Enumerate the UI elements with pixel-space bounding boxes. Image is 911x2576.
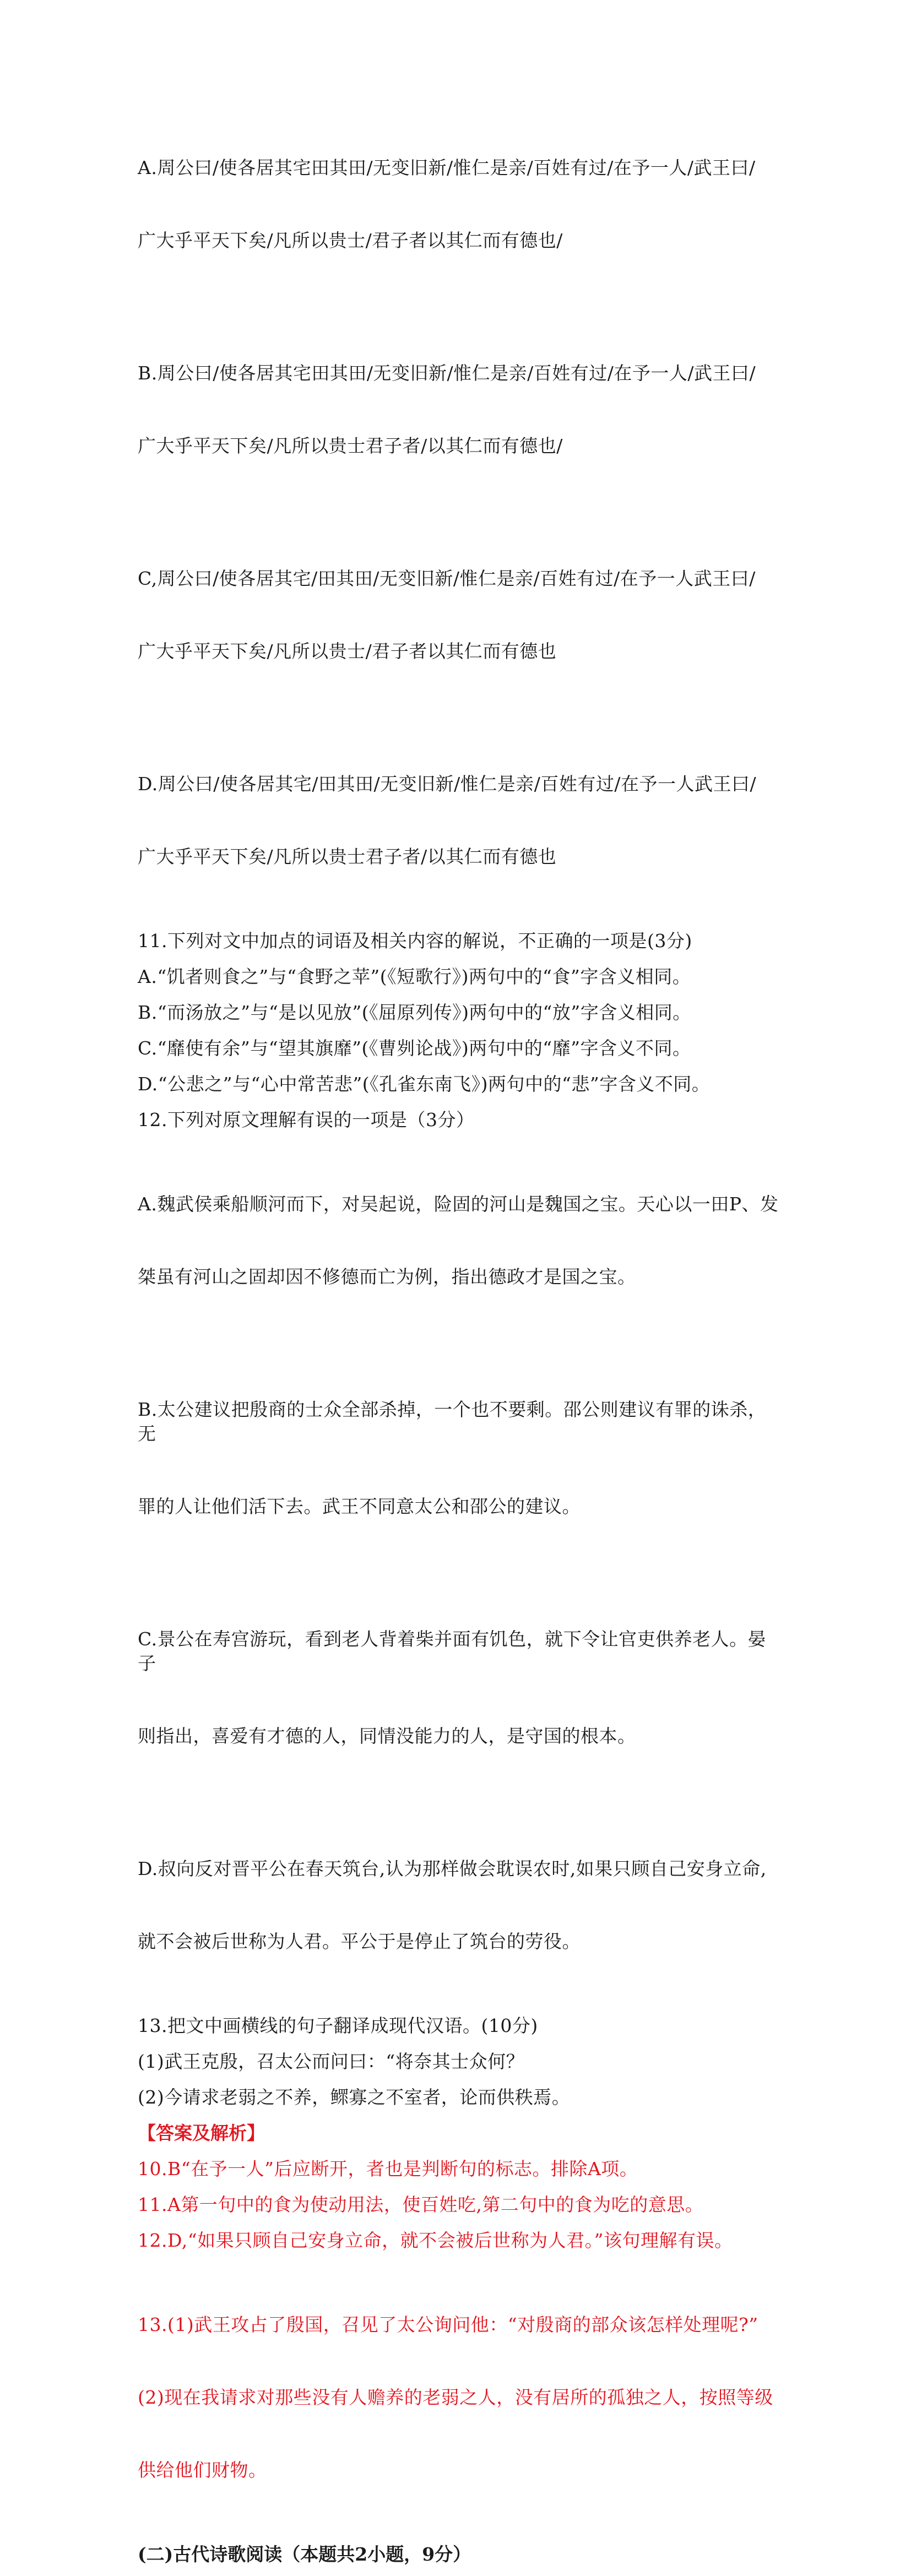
q12-option-a-line-2: 桀虽有河山之固却因不修德而亡为例，指出德政才是国之宝。: [138, 1266, 636, 1287]
answer-13-line-3: 供给他们财物。: [138, 2459, 267, 2481]
q12-stem: 12.下列对原文理解有误的一项是（3分）: [138, 1109, 475, 1131]
q12-option-a-line-1: A.魏武侯乘船顺河而下，对吴起说，险固的河山是魏国之宝。天心以一田P、发: [138, 1193, 779, 1215]
answer-10: 10.B“在予一人”后应断开，者也是判断句的标志。排除A项。: [138, 2158, 638, 2180]
q11-option-d: D.“公悲之”与“心中常苦悲”(《孔雀东南飞》)两句中的“悲”字含义不同。: [138, 1073, 711, 1095]
q10-option-b: [138, 313, 782, 507]
q13-stem: 13.把文中画横线的句子翻译成现代汉语。(10分): [138, 2015, 538, 2036]
q12-option-c-line-1: C.景公在寿宫游玩，看到老人背着柴并面有饥色，就下令让官吏供养老人。晏子: [138, 1628, 767, 1674]
q10-option-a: [138, 107, 782, 301]
q12-option-d-line-2: 就不会被后世称为人君。平公于是停止了筑台的劳役。: [138, 1931, 581, 1952]
q10-option-a-line-1: A.周公曰/使各居其宅田其田/无变旧新/惟仁是亲/百姓有过/在予一人/武王曰/: [138, 157, 756, 178]
answer-11: 11.A第一句中的食为使动用法，使百姓吃,第二句中的食为吃的意思。: [138, 2194, 704, 2215]
q12-option-c-line-2: 则指出，喜爱有才德的人，同情没能力的人，是守国的根本。: [138, 1725, 636, 1747]
answer-12: 12.D,“如果只顾自己安身立命，就不会被后世称为人君。”该句理解有误。: [138, 2230, 733, 2251]
q10-option-d: [138, 724, 782, 917]
answers-heading: 【答案及解析】: [138, 2122, 265, 2144]
answer-13-line-1: 13.(1)武王攻占了殷国，召见了太公询问他：“对殷商的部众该怎样处理呢?”: [138, 2314, 758, 2335]
q12-option-b-line-2: 罪的人让他们活下去。武王不同意太公和邵公的建议。: [138, 1496, 581, 1517]
q10-option-c-line-1: C,周公曰/使各居其宅/田其田/无变旧新/惟仁是亲/百姓有过/在予一人武王曰/: [138, 568, 756, 589]
q12-option-d-line-1: D.叔向反对晋平公在春天筑台,认为那样做会耽误农时,如果只顾自己安身立命,: [138, 1858, 767, 1879]
q10-option-b-line-1: B.周公曰/使各居其宅田其田/无变旧新/惟仁是亲/百姓有过/在予一人/武王曰/: [138, 362, 756, 384]
q10-option-b-line-2: 广大乎平天下矣/凡所以贵士君子者/以其仁而有德也/: [138, 435, 563, 456]
answer-13: [138, 2264, 782, 2531]
q10-option-c-line-2: 广大乎平天下矣/凡所以贵士/君子者以其仁而有德也: [138, 640, 557, 662]
q12-option-b-line-1: B.太公建议把殷商的士众全部杀掉，一个也不要剩。邵公则建议有罪的诛杀，无: [138, 1399, 767, 1444]
q12-option-a: [138, 1144, 782, 1338]
q12-option-d: [138, 1808, 782, 2002]
q11-option-b: B.“而汤放之”与“是以见放”(《屈原列传》)两句中的“放”字含义相同。: [138, 1002, 691, 1023]
q10-option-d-line-1: D.周公曰/使各居其宅/田其田/无变旧新/惟仁是亲/百姓有过/在予一人武王曰/: [138, 773, 757, 795]
q11-stem: 11.下列对文中加点的词语及相关内容的解说，不正确的一项是(3分): [138, 930, 692, 952]
document-page: [138, 107, 782, 2576]
q13-item-1: (1)武王克殷，召太公而问曰：“将奈其士众何？: [138, 2051, 525, 2072]
section-heading-poetry: (二)古代诗歌阅读（本题共2小题，9分）: [138, 2544, 471, 2565]
q11-option-c: C.“靡使有余”与“望其旗靡”(《曹刿论战》)两句中的“靡”字含义不同。: [138, 1037, 691, 1059]
q12-option-b: [138, 1349, 782, 1567]
q13-item-2: (2)今请求老弱之不养，鳏寡之不室者，论而供秩焉。: [138, 2086, 571, 2108]
q10-option-c: [138, 518, 782, 712]
q10-option-a-line-2: 广大乎平天下矣/凡所以贵士/君子者以其仁而有德也/: [138, 230, 563, 251]
q10-option-d-line-2: 广大乎平天下矣/凡所以贵士君子者/以其仁而有德也: [138, 846, 557, 867]
answer-13-line-2: (2)现在我请求对那些没有人赡养的老弱之人，没有居所的孤独之人，按照等级: [138, 2387, 773, 2408]
q11-option-a: A.“饥者则食之”与“食野之苹”(《短歌行》)两句中的“食”字含义相同。: [138, 966, 691, 987]
q12-option-c: [138, 1579, 782, 1797]
